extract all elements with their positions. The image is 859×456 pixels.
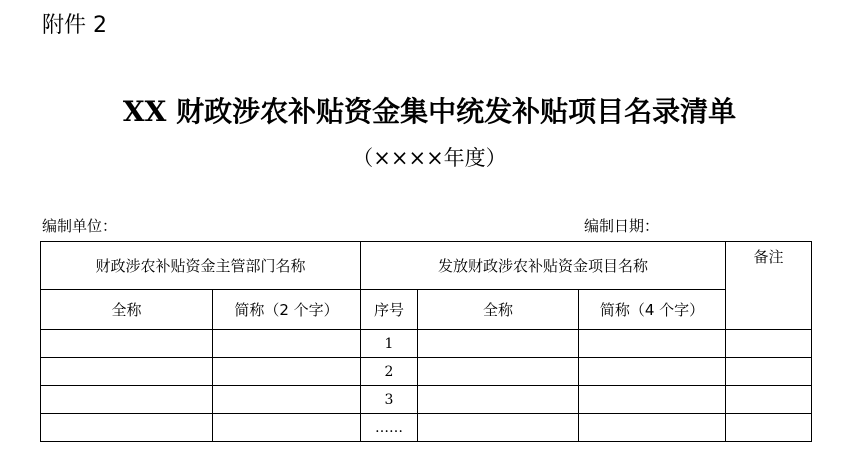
note-cell [726, 358, 812, 386]
serial-cell: 2 [361, 358, 418, 386]
note-header: 备注 [726, 242, 812, 330]
note-cell [726, 386, 812, 414]
dept-full-name-header: 全称 [41, 290, 213, 330]
note-cell [726, 330, 812, 358]
project-list-table [40, 241, 812, 442]
compiling-date-label: 编制日期： [584, 217, 660, 235]
attachment-label: 附件 2 [42, 13, 107, 38]
table-row [41, 386, 812, 414]
table-column-header-row [41, 290, 812, 330]
table-row [41, 330, 812, 358]
dept-full-name-cell [41, 330, 213, 358]
note-cell [726, 414, 812, 442]
project-short-name-cell [579, 386, 726, 414]
project-short-name-cell [579, 414, 726, 442]
table-row [41, 358, 812, 386]
compiling-unit-label: 编制单位： [42, 217, 118, 235]
dept-short-name-header: 简称（2 个字） [213, 290, 361, 330]
document-year: （××××年度） [352, 146, 507, 170]
dept-short-name-cell [213, 358, 361, 386]
table-row [41, 414, 812, 442]
project-short-name-cell [579, 330, 726, 358]
project-full-name-cell [418, 330, 579, 358]
serial-cell: 3 [361, 386, 418, 414]
serial-cell: 1 [361, 330, 418, 358]
dept-short-name-cell [213, 386, 361, 414]
department-group-header: 财政涉农补贴资金主管部门名称 [41, 242, 361, 290]
dept-short-name-cell [213, 330, 361, 358]
project-full-name-cell [418, 414, 579, 442]
project-short-name-cell [579, 358, 726, 386]
project-short-name-header: 简称（4 个字） [579, 290, 726, 330]
project-full-name-cell [418, 386, 579, 414]
serial-header: 序号 [361, 290, 418, 330]
dept-short-name-cell [213, 414, 361, 442]
document-title: XX 财政涉农补贴资金集中统发补贴项目名录清单 [122, 95, 737, 128]
dept-full-name-cell [41, 358, 213, 386]
dept-full-name-cell [41, 386, 213, 414]
serial-cell: …… [361, 414, 418, 442]
project-group-header: 发放财政涉农补贴资金项目名称 [361, 242, 726, 290]
project-full-name-header: 全称 [418, 290, 579, 330]
project-full-name-cell [418, 358, 579, 386]
dept-full-name-cell [41, 414, 213, 442]
table-group-header-row [41, 242, 812, 290]
